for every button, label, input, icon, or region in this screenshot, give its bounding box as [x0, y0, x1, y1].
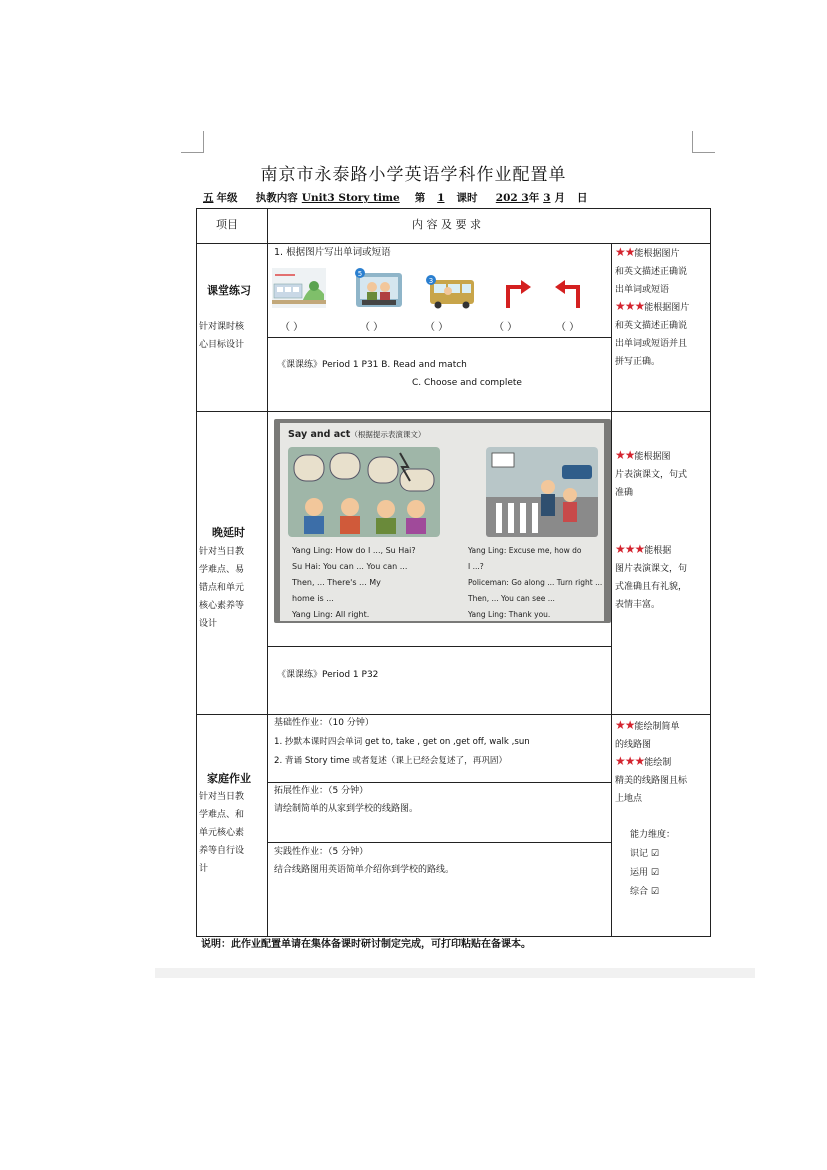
- header-col-content: 内 容 及 要 求: [412, 218, 481, 231]
- grade-value: 五: [203, 192, 214, 204]
- grade-suffix: 年级: [216, 192, 238, 204]
- year-suffix: 年: [528, 192, 540, 204]
- three-star-icon: ★★★: [615, 299, 645, 313]
- section1-title: 课堂练习: [207, 284, 251, 297]
- section2-rubric-1: ★★能根据图 片表演课文，句式 准确: [615, 448, 688, 498]
- section1-task1: 1. 根据图片写出单词或短语: [274, 247, 391, 258]
- answer-blank-1[interactable]: （ ）: [280, 322, 304, 333]
- turn-left-arrow-icon: [553, 279, 583, 309]
- lesson-prefix: 第: [414, 192, 426, 204]
- two-star-icon: ★★: [615, 245, 635, 259]
- ability-synthesize: 综合 ☑: [630, 887, 659, 897]
- two-star-icon: ★★: [615, 718, 635, 732]
- section2-desc-line3: 错点和单元: [199, 583, 245, 593]
- basic-homework-item1: 1. 抄默本课时四会单词 get to, take , get on ,get off, walk ,sun: [274, 737, 530, 747]
- section2-desc-line5: 设计: [199, 619, 218, 629]
- content-value: Unit3 Story time: [301, 192, 400, 204]
- ability-dimensions: [630, 826, 675, 902]
- section3-desc-line5: 计: [199, 864, 209, 874]
- section2-title: 晚延时: [212, 526, 245, 539]
- crop-mark-left: [181, 131, 204, 153]
- table-divider-col2: [611, 243, 612, 937]
- textbook-photo: [274, 419, 611, 623]
- practice-homework-title: 实践性作业：（5 分钟）: [274, 847, 369, 857]
- footnote: 说明：此作业配置单请在集体备课时研讨制定完成，可打印粘贴在备课本。: [201, 939, 531, 950]
- picture-bus: [424, 274, 476, 310]
- answer-blank-5[interactable]: （ ）: [556, 322, 580, 333]
- section1-rubric-2: ★★★能根据图片 和英文描述正确说 出单词或短语并且 拼写正确。: [615, 299, 690, 367]
- dialogue-right: Yang Ling: Excuse me, how do I ...? Policeman: Go along ... Turn right ... Then, ... You can see ... Yang Ling: Thank you.: [468, 546, 603, 619]
- textbook-page: [280, 423, 604, 621]
- section3-desc-line4: 养等自行设: [199, 846, 245, 856]
- section1-rubric-1: ★★能根据图片 和英文描述正确说 出单词或短语: [615, 245, 688, 295]
- day-blank: [565, 192, 577, 204]
- ability-apply: 运用 ☑: [630, 868, 659, 878]
- year-value: 202 3: [495, 192, 529, 204]
- book-title: Say and act（根据提示表演课文）: [288, 429, 426, 440]
- scene-left-illustration: [288, 447, 440, 537]
- section2-task: 《课课练》Period 1 P32: [277, 670, 379, 680]
- practice-homework-item: 结合线路图用英语简单介绍你到学校的路线。: [274, 865, 455, 875]
- section3-rubric-2: ★★★能绘制 精美的线路图且标 上地点: [615, 754, 688, 804]
- content-label: 执教内容: [255, 192, 298, 204]
- svg-text:5: 5: [357, 270, 363, 278]
- turn-right-arrow-icon: [503, 279, 533, 309]
- extension-homework-item: 请绘制简单的从家到学校的线路图。: [274, 804, 419, 814]
- s1-inner-divider: [267, 337, 611, 338]
- section1-task2-line1: 《课课练》Period 1 P31 B. Read and match: [277, 360, 467, 370]
- section3-title: 家庭作业: [207, 772, 251, 785]
- day-suffix: 日: [577, 192, 588, 204]
- answer-blank-3[interactable]: （ ）: [425, 322, 449, 333]
- section2-desc-line2: 学难点、易: [199, 565, 245, 575]
- section3-rubric-1: ★★能绘制简单 的线路图: [615, 718, 680, 750]
- section1-desc-line1: 针对课时核: [199, 322, 245, 332]
- section3-desc-line1: 针对当日教: [199, 792, 245, 802]
- section3-desc-line2: 学难点、和: [199, 810, 245, 820]
- table-divider-s1: [196, 411, 711, 412]
- lesson-number: 1: [437, 192, 445, 204]
- basic-homework-item2: 2. 背诵 Story time 或者复述（课上已经会复述了，再巩固）: [274, 756, 508, 766]
- month-value: 3: [543, 192, 551, 204]
- section1-task2-line2: C. Choose and complete: [412, 378, 522, 388]
- s2-inner-divider: [267, 646, 611, 647]
- section2-desc-line1: 针对当日教: [199, 547, 245, 557]
- three-star-icon: ★★★: [615, 542, 645, 556]
- picture-people-taxi: [352, 267, 404, 309]
- svg-text:3: 3: [428, 277, 434, 285]
- lesson-meta: [200, 190, 588, 205]
- lesson-suffix: 课时: [456, 192, 478, 204]
- crop-mark-right: [692, 131, 715, 153]
- three-star-icon: ★★★: [615, 754, 645, 768]
- section2-rubric-2: ★★★能根据 图片表演课文，句 式准确且有礼貌， 表情丰富。: [615, 542, 688, 610]
- page-bottom-band: [155, 968, 755, 978]
- ability-memorize: 识记 ☑: [630, 849, 659, 859]
- extension-homework-title: 拓展性作业：（5 分钟）: [274, 786, 369, 796]
- picture-station-map: [272, 268, 326, 308]
- section1-desc-line2: 心目标设计: [199, 340, 245, 350]
- answer-blank-2[interactable]: （ ）: [360, 322, 384, 333]
- ability-title: 能力维度：: [630, 830, 676, 840]
- table-divider-col1: [267, 208, 268, 937]
- two-star-icon: ★★: [615, 448, 635, 462]
- page-title: 南京市永泰路小学英语学科作业配置单: [260, 165, 567, 185]
- scene-right-illustration: [486, 447, 598, 537]
- header-col-item: 项目: [216, 218, 238, 231]
- section2-desc-line4: 核心素养等: [199, 601, 245, 611]
- month-suffix: 月: [554, 192, 565, 204]
- basic-homework-title: 基础性作业：（10 分钟）: [274, 718, 374, 728]
- dialogue-left: Yang Ling: How do I ..., Su Hai? Su Hai: You can ... You can ... Then, ... There's ... My home is ... Yang Ling: All right.: [292, 546, 416, 619]
- answer-blank-4[interactable]: （ ）: [494, 322, 518, 333]
- section3-desc-line3: 单元核心素: [199, 828, 245, 838]
